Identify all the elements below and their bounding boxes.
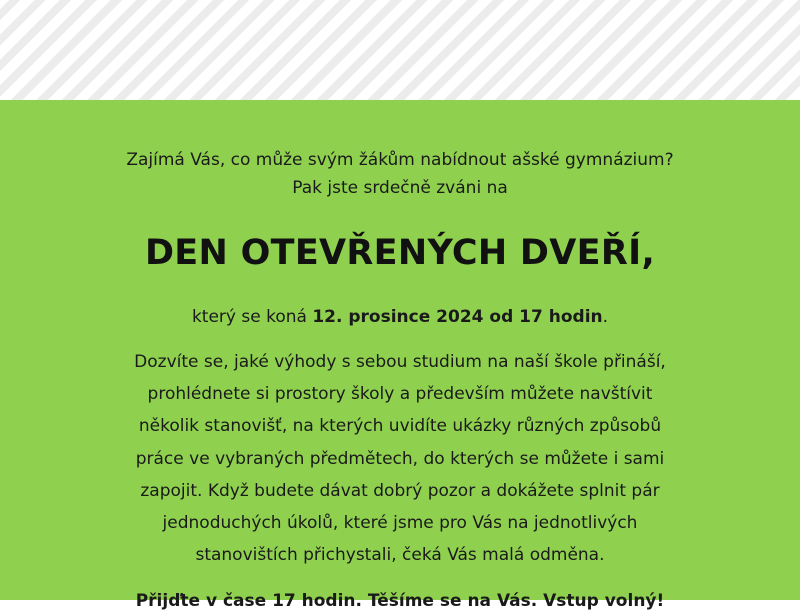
description-line: jednoduchých úkolů, které jsme pro Vás na jednotlivých xyxy=(162,513,638,534)
date-suffix: . xyxy=(602,307,609,327)
decorative-stripe-band xyxy=(0,0,800,100)
intro-line-2: Pak jste srdečně zváni na xyxy=(292,178,508,198)
event-description xyxy=(80,346,720,571)
description-line: práce ve vybraných předmětech, do kterých se můžete i sami xyxy=(135,448,665,469)
closing-line: Přijďte v čase 17 hodin. Těšíme se na Vás. Vstup volný! xyxy=(135,591,665,612)
event-date-line xyxy=(80,304,720,330)
description-line: prohlédnete si prostory školy a především můžete navštívit xyxy=(147,384,653,405)
description-line: zapojit. Když budete dávat dobrý pozor a dokážete splnit pár xyxy=(140,480,660,501)
invitation-content xyxy=(80,100,720,615)
invitation-panel xyxy=(0,100,800,612)
event-headline: DEN OTEVŘENÝCH DVEŘÍ, xyxy=(144,233,656,273)
intro-text xyxy=(80,146,720,202)
description-line: několik stanovišť, na kterých uvidíte ukázky různých způsobů xyxy=(138,416,662,437)
description-line: stanovištích přichystali, čeká Vás malá odměna. xyxy=(195,545,605,566)
intro-line-1: Zajímá Vás, co může svým žákům nabídnout ašské gymnázium? xyxy=(126,150,674,170)
date-prefix: který se koná xyxy=(191,307,313,327)
description-line: Dozvíte se, jaké výhody s sebou studium na naší škole přináší, xyxy=(134,352,666,372)
event-date: 12. prosince 2024 od 17 hodin xyxy=(312,307,603,327)
